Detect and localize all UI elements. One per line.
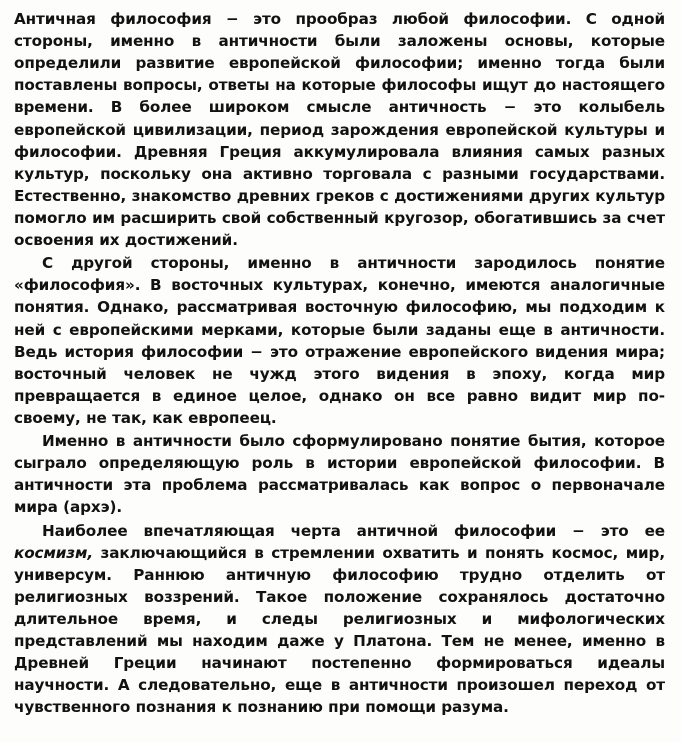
- paragraph-4-body-after: заключающийся в стремлении охватить и понять космос, мир, универсум. Раннюю античную философию трудно отделить от религиозных воззрений. Такое положение сохранялось достаточно длительное время, и следы религиозных и мифологических представлений мы находим даже у Платона. Тем не менее, именно в Древней Греции начинают постепенно формироваться идеалы научности. А следовательно, еще в античности произошел переход от чувственного познания к познанию при помощи разума.: [14, 543, 665, 717]
- paragraph-4-body-before: Наиболее впечатляющая черта античной философии − это ее: [42, 521, 665, 540]
- paragraph-4-emphasis: космизм,: [14, 543, 94, 562]
- paragraph-3: [14, 430, 665, 518]
- paragraph-2: [14, 252, 665, 429]
- paragraph-1-body: С одной стороны, именно в античности были заложены основы, которые определили развитие европейской философии; именно тогда были поставлены вопросы, ответы на которые философы ищут до настоящего времени. В более широком смысле античность − это колыбель европейской цивилизации, период зарождения европейской культуры и философии. Древняя Греция аккумулировала влияния самых разных культур, поскольку она активно торговала с разными государствами. Естественно, знакомство древних греков с достижениями других культур помогло им расширить свой собственный кругозор, обогатившись за счет освоения их достижений.: [14, 10, 665, 250]
- paragraph-3-body: Именно в античности было сформулировано понятие бытия, которое сыграло определяющую роль в истории европейской философии. В античности эта проблема рассматривалась как вопрос о первоначале мира (архэ).: [14, 432, 665, 517]
- paragraph-1-lead: Античная философия − это прообраз любой философии.: [14, 10, 572, 28]
- paragraph-2-body: С другой стороны, именно в античности зародилось понятие «философия». В восточных культурах, конечно, имеются аналогичные понятия. Однако, рассматривая восточную философию, мы подходим к ней с европейскими мерками, которые были заданы еще в античности. Ведь история философии − это отражение европейского видения мира; восточный человек не чужд этого видения в эпоху, когда мир превращается в единое целое, однако он все равно видит мир по-своему, не так, как европеец.: [14, 254, 665, 427]
- paragraph-4: [14, 520, 665, 719]
- paragraph-1: [14, 8, 665, 251]
